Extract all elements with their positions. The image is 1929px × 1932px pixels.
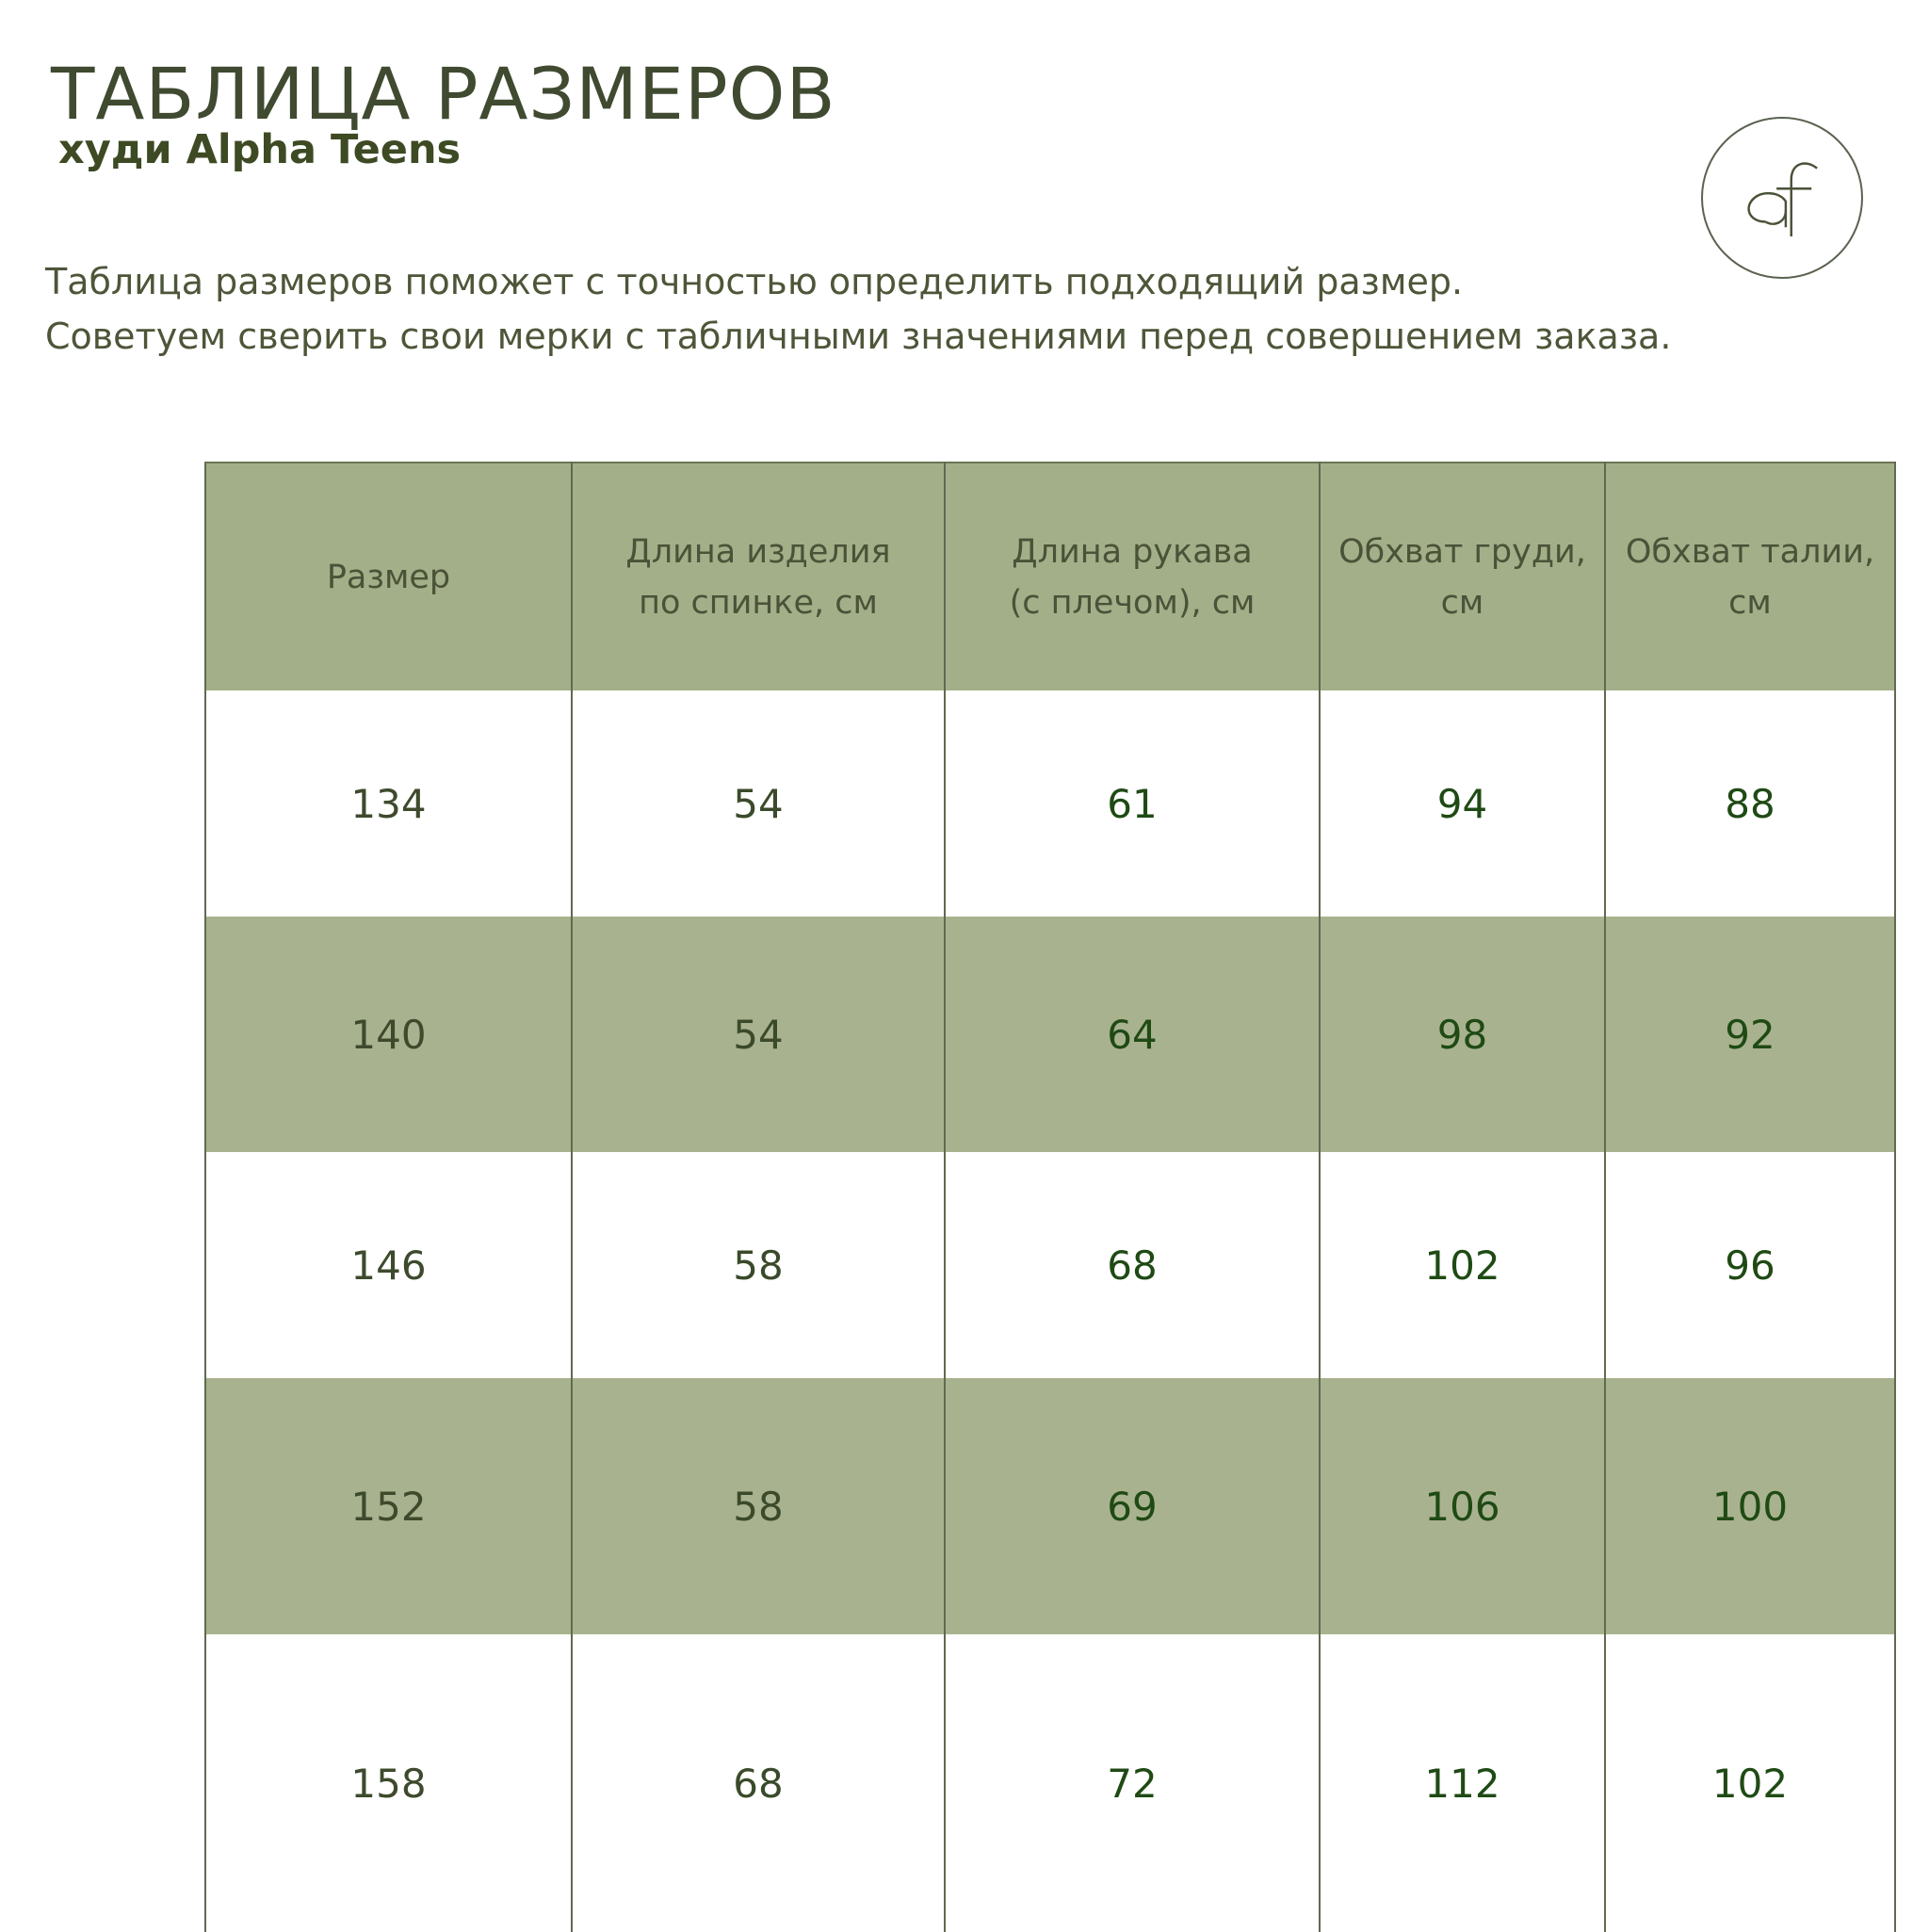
column-header-chest: Обхват груди, см	[1320, 463, 1605, 690]
monogram-af-icon	[1703, 119, 1861, 277]
table-cell: 92	[1605, 917, 1895, 1152]
table-cell: 112	[1320, 1634, 1605, 1932]
table-cell: 54	[572, 690, 945, 917]
table-cell: 64	[945, 917, 1320, 1152]
size-table-container	[204, 462, 1894, 1931]
table-cell: 96	[1605, 1152, 1895, 1378]
intro-line-2: Советуем сверить свои мерки с табличными значениями перед совершением заказа.	[45, 316, 1672, 357]
table-cell: 94	[1320, 690, 1605, 917]
size-table	[204, 462, 1896, 1932]
column-header-waist: Обхват талии, см	[1605, 463, 1895, 690]
table-cell: 68	[945, 1152, 1320, 1378]
table-cell: 58	[572, 1378, 945, 1634]
table-cell: 98	[1320, 917, 1605, 1152]
page-subtitle: худи Alpha Teens	[58, 126, 462, 173]
table-cell: 106	[1320, 1378, 1605, 1634]
column-header-size: Размер	[205, 463, 572, 690]
table-cell: 54	[572, 917, 945, 1152]
size-cell: 140	[205, 917, 572, 1152]
table-cell: 100	[1605, 1378, 1895, 1634]
table-row	[205, 1378, 1895, 1634]
table-cell: 61	[945, 690, 1320, 917]
table-cell: 69	[945, 1378, 1320, 1634]
page-title: ТАБЛИЦА РАЗМЕРОВ	[51, 52, 836, 136]
size-cell: 146	[205, 1152, 572, 1378]
size-cell: 134	[205, 690, 572, 917]
table-cell: 102	[1320, 1152, 1605, 1378]
table-cell: 72	[945, 1634, 1320, 1932]
table-cell: 68	[572, 1634, 945, 1932]
intro-text	[45, 254, 1672, 364]
table-row	[205, 1634, 1895, 1932]
table-cell: 102	[1605, 1634, 1895, 1932]
monogram-af-logo	[1701, 117, 1863, 279]
table-header-row	[205, 463, 1895, 690]
intro-line-1: Таблица размеров поможет с точностью определить подходящий размер.	[45, 261, 1464, 302]
size-cell: 152	[205, 1378, 572, 1634]
table-row	[205, 917, 1895, 1152]
table-row	[205, 1152, 1895, 1378]
table-cell: 88	[1605, 690, 1895, 917]
column-header-back-length: Длина изделия по спинке, см	[572, 463, 945, 690]
table-row	[205, 690, 1895, 917]
table-cell: 58	[572, 1152, 945, 1378]
column-header-sleeve-length: Длина рукава (с плечом), см	[945, 463, 1320, 690]
size-cell: 158	[205, 1634, 572, 1932]
